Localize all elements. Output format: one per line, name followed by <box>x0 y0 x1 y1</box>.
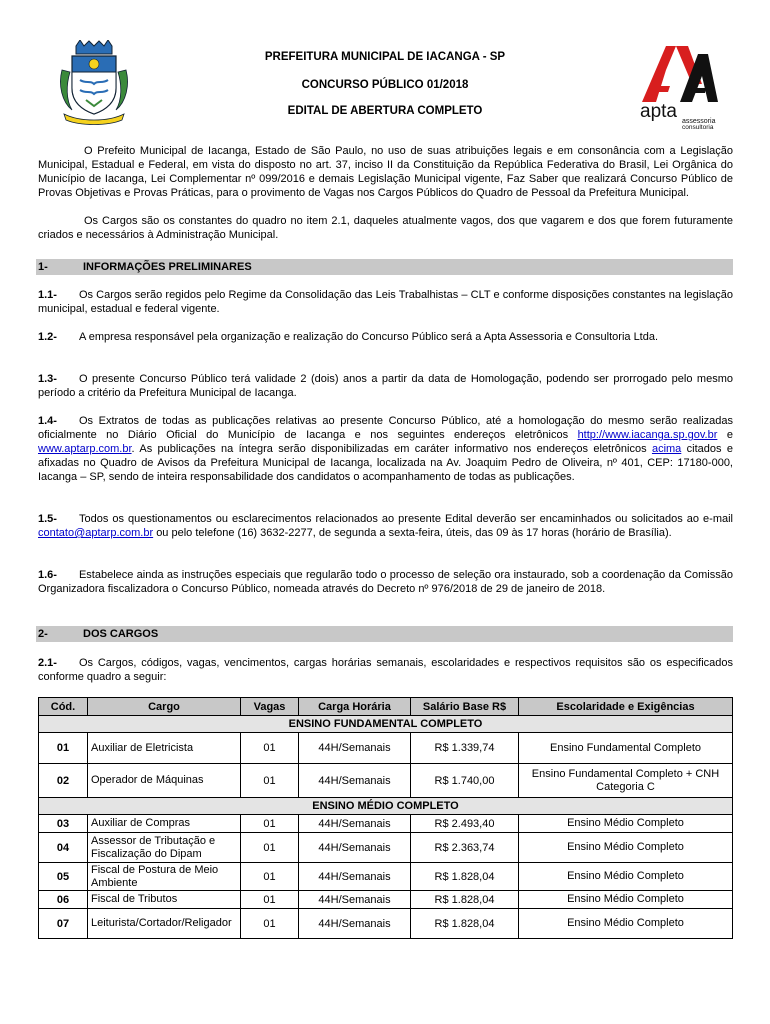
cargos-table <box>38 697 733 939</box>
section-2-number: 2- <box>38 628 48 640</box>
cell-vagas: 01 <box>241 891 299 909</box>
apta-logo-sub2: consultoria <box>682 124 714 130</box>
cell-escolaridade: Ensino Médio Completo <box>519 863 733 891</box>
cell-salario: R$ 2.363,74 <box>411 833 519 863</box>
apta-logo <box>636 40 720 130</box>
cell-escolaridade: Ensino Médio Completo <box>519 891 733 909</box>
cell-carga: 44H/Semanais <box>299 833 411 863</box>
cell-salario: R$ 1.828,04 <box>411 863 519 891</box>
cell-cod: 01 <box>39 733 88 764</box>
table-row <box>39 733 733 764</box>
cell-escolaridade: Ensino Fundamental Completo + CNH Categoria C <box>519 764 733 798</box>
header-concurso: CONCURSO PÚBLICO 01/2018 <box>301 79 469 91</box>
item-1-1: 1.1- Os Cargos serão regidos pelo Regime da Consolidação das Leis Trabalhistas – CLT e conforme disposições constantes na legislação municipal, estadual e federal vigente. <box>38 289 733 315</box>
header-edital-title: EDITAL DE ABERTURA COMPLETO <box>287 105 483 117</box>
cell-escolaridade: Ensino Médio Completo <box>519 833 733 863</box>
apta-logo-sub1: assessoria <box>682 118 716 125</box>
link-aptarp-site[interactable]: www.aptarp.com.br <box>38 443 132 455</box>
cell-carga: 44H/Semanais <box>299 764 411 798</box>
table-row <box>39 909 733 939</box>
cell-cargo: Fiscal de Tributos <box>88 891 241 909</box>
table-header-row <box>39 698 733 716</box>
item-2-1: 2.1- Os Cargos, códigos, vagas, vencimentos, cargas horárias semanais, escolaridades e respectivos requisitos são os especificados conforme quadro a seguir: <box>38 657 733 683</box>
col-header-cod: Cód. <box>39 698 88 716</box>
table-row <box>39 891 733 909</box>
link-iacanga-site[interactable]: http://www.iacanga.sp.gov.br <box>577 429 718 441</box>
cell-vagas: 01 <box>241 815 299 833</box>
cell-carga: 44H/Semanais <box>299 863 411 891</box>
link-contato-email[interactable]: contato@aptarp.com.br <box>38 527 154 539</box>
table-group-row <box>39 798 733 815</box>
col-header-escolaridade: Escolaridade e Exigências <box>519 698 733 716</box>
link-acima[interactable]: acima <box>651 443 682 455</box>
cell-cargo: Operador de Máquinas <box>88 764 241 798</box>
cell-carga: 44H/Semanais <box>299 909 411 939</box>
cell-cod: 04 <box>39 833 88 863</box>
intro-paragraph-2: Os Cargos são os constantes do quadro no item 2.1, daqueles atualmente vagos, dos que vagarem e dos que forem futuramente criados e necessários à Administração Municipal. <box>38 215 733 241</box>
section-1-heading <box>36 259 733 275</box>
group-fundamental-label: ENSINO FUNDAMENTAL COMPLETO <box>39 716 733 733</box>
cell-carga: 44H/Semanais <box>299 815 411 833</box>
cell-salario: R$ 1.828,04 <box>411 909 519 939</box>
cell-cargo: Assessor de Tributação e Fiscalização do Dipam <box>88 833 241 863</box>
apta-logo-brand: apta <box>640 101 677 122</box>
section-1-number: 1- <box>38 261 48 273</box>
table-group-row <box>39 716 733 733</box>
cell-escolaridade: Ensino Médio Completo <box>519 909 733 939</box>
cell-cod: 02 <box>39 764 88 798</box>
col-header-vagas: Vagas <box>241 698 299 716</box>
cell-vagas: 01 <box>241 833 299 863</box>
cell-cod: 05 <box>39 863 88 891</box>
table-row <box>39 764 733 798</box>
cell-cod: 03 <box>39 815 88 833</box>
group-medio-label: ENSINO MÉDIO COMPLETO <box>39 798 733 815</box>
intro-paragraph-1: O Prefeito Municipal de Iacanga, Estado de São Paulo, no uso de suas atribuições legais e em consonância com a Legislação Municipal, Estadual e Federal, em vista do disposto no art. 37, inciso II da Constituição da República Federativa do Brasil, Lei Orgânica do Município de Iacanga, Lei Complementar nº 099/2016 e demais Legislação Municipal vigente, Faz Saber que realizará Concurso Público de Provas Objetivas e Provas Práticas, para o provimento de Vagas nos Cargos Públicos do Quadro de Pessoal da Prefeitura Municipal. <box>38 145 733 199</box>
cell-salario: R$ 1.740,00 <box>411 764 519 798</box>
cell-salario: R$ 2.493,40 <box>411 815 519 833</box>
cell-salario: R$ 1.828,04 <box>411 891 519 909</box>
cell-cod: 07 <box>39 909 88 939</box>
table-row <box>39 863 733 891</box>
cell-escolaridade: Ensino Fundamental Completo <box>519 733 733 764</box>
header-prefeitura: PREFEITURA MUNICIPAL DE IACANGA - SP <box>264 51 506 63</box>
cell-cargo: Auxiliar de Eletricista <box>88 733 241 764</box>
item-1-6: 1.6- Estabelece ainda as instruções especiais que regularão todo o processo de seleção ora instaurado, sob a coordenação da Comissão Organizadora fiscalizadora o Concurso Público, nomeada através do Decreto nº 976/2018 de 29 de janeiro de 2018. <box>38 569 733 595</box>
cell-escolaridade: Ensino Médio Completo <box>519 815 733 833</box>
item-1-2: 1.2- A empresa responsável pela organização e realização do Concurso Público será a Apta Assessoria e Consultoria Ltda. <box>38 331 659 343</box>
cell-vagas: 01 <box>241 909 299 939</box>
cell-cargo: Fiscal de Postura de Meio Ambiente <box>88 863 241 891</box>
cell-salario: R$ 1.339,74 <box>411 733 519 764</box>
col-header-carga: Carga Horária <box>299 698 411 716</box>
cell-cod: 06 <box>39 891 88 909</box>
col-header-cargo: Cargo <box>88 698 241 716</box>
table-row <box>39 815 733 833</box>
cell-vagas: 01 <box>241 764 299 798</box>
cell-vagas: 01 <box>241 863 299 891</box>
section-2-heading <box>36 626 733 642</box>
item-1-3: 1.3- O presente Concurso Público terá validade 2 (dois) anos a partir da data de Homologação, podendo ser prorrogado pelo mesmo período a critério da Prefeitura Municipal de Iacanga. <box>38 373 733 399</box>
cell-carga: 44H/Semanais <box>299 891 411 909</box>
section-1-title: INFORMAÇÕES PRELIMINARES <box>83 261 252 273</box>
col-header-salario: Salário Base R$ <box>411 698 519 716</box>
cell-cargo: Auxiliar de Compras <box>88 815 241 833</box>
item-1-5: 1.5- Todos os questionamentos ou esclarecimentos relacionados ao presente Edital deverão ser encaminhados ou solicitados ao e-mail contato@aptarp.com.br ou pelo telefone (16) 3632-2277, de segunda a sexta-feira, úteis, das 09 às 17 horas (horário de Brasília). <box>38 513 733 539</box>
item-1-4: 1.4- Os Extratos de todas as publicações relativas ao presente Concurso Público, até a homologação do mesmo serão realizadas oficialmente no Diário Oficial do Município de Iacanga e nos seguintes endereços eletrônicos http://www.iacanga.sp.gov.br e www.aptarp.com.br. As publicações na íntegra serão disponibilizadas em caráter informativo nos endereços eletrônicos acima citados e afixadas no Quadro de Avisos da Prefeitura Municipal de Iacanga, localizada na Av. Joaquim Pedro de Oliveira, nº 401, CEP: 17180-000, Iacanga – SP, sendo de inteira responsabilidade dos candidatos o acompanhamento de todas as publicações. <box>38 415 734 483</box>
cell-cargo: Leiturista/Cortador/Religador <box>88 909 241 939</box>
cell-carga: 44H/Semanais <box>299 733 411 764</box>
cell-vagas: 01 <box>241 733 299 764</box>
section-2-title: DOS CARGOS <box>83 628 159 640</box>
table-row <box>39 833 733 863</box>
